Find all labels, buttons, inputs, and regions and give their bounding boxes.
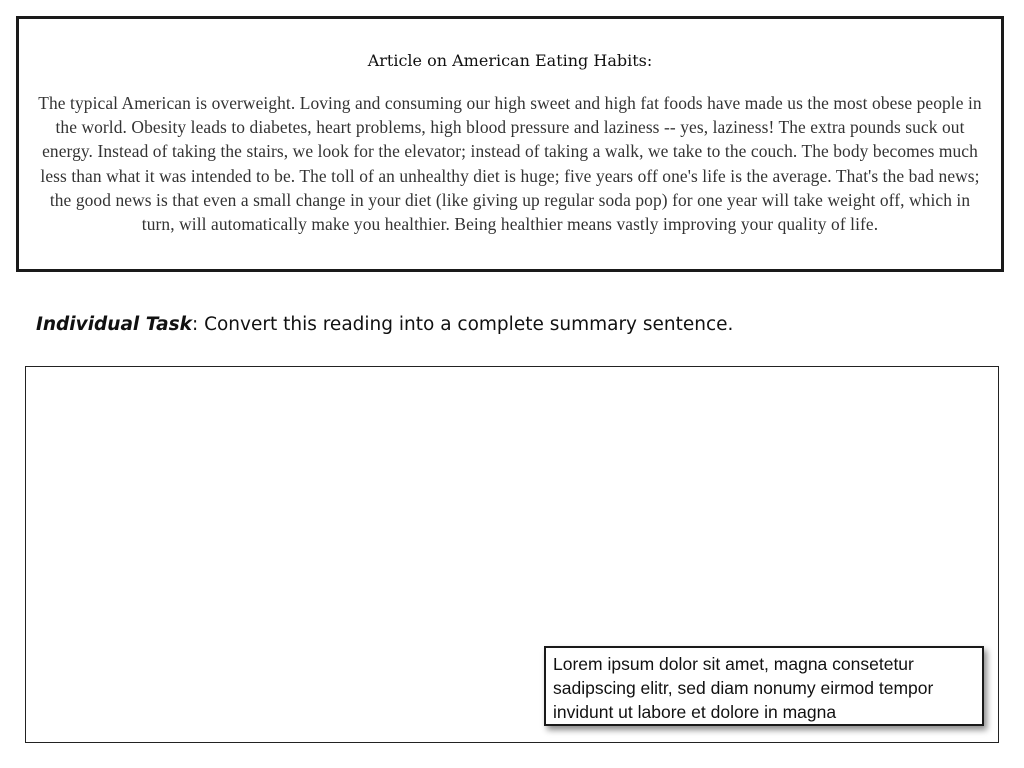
article-box (16, 16, 1004, 272)
lorem-text-box: Lorem ipsum dolor sit amet, magna consetetur sadipscing elitr, sed diam nonumy eirmod tempor invidunt ut labore et dolore in magna (544, 646, 984, 726)
task-text: : Convert this reading into a complete summary sentence. (191, 314, 734, 335)
task-instruction (36, 314, 733, 335)
article-body: The typical American is overweight. Loving and consuming our high sweet and high fat foods have made us the most obese people in the world. Obesity leads to diabetes, heart problems, high blood pressure and laziness -- yes, laziness! The extra pounds suck out energy. Instead of taking the stairs, we look for the elevator; instead of taking a walk, we take to the couch. The body becomes much less than what it was intended to be. The toll of an unhealthy diet is huge; five years off one's life is the average. That's the bad news; the good news is that even a small change in your diet (like giving up regular soda pop) for one year will take weight off, which in turn, will automatically make you healthier. Being healthier means vastly improving your quality of life. (38, 93, 982, 235)
article-title: Article on American Eating Habits: (367, 51, 653, 70)
task-label: Individual Task (36, 314, 192, 335)
